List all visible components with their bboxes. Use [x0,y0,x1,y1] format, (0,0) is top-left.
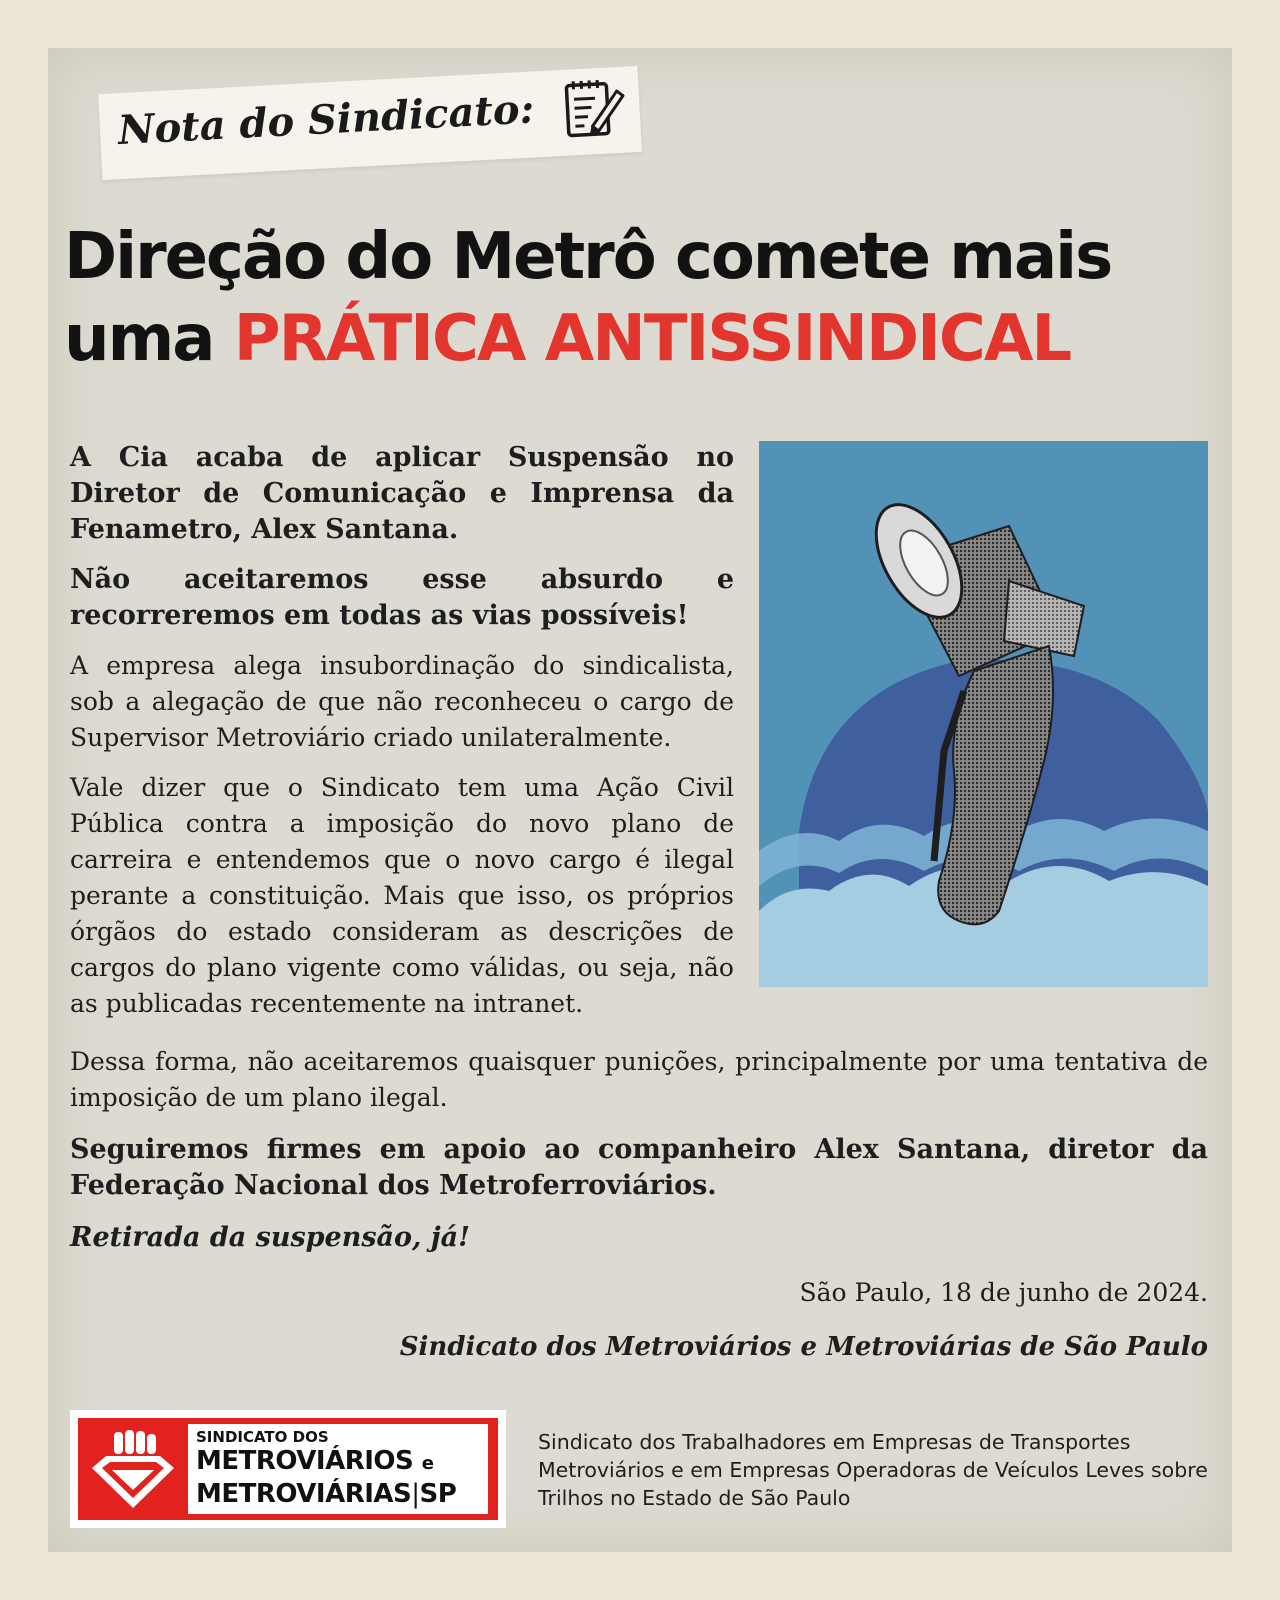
paragraph-suspension: A Cia acaba de aplicar Suspensão no Diretor de Comunicação e Imprensa da Fenametro, Alex Santana. [70,442,734,545]
body-column [70,440,734,1036]
logo-wordmark [188,1424,488,1514]
logo-line-2 [196,1446,480,1479]
headline-line-2 [64,298,1224,380]
notepad-icon [560,73,629,142]
logo-line-3-text: METROVIÁRIAS [196,1479,412,1509]
logo-line-1: SINDICATO DOS [196,1428,329,1446]
fist-diamond-icon [88,1428,178,1510]
paragraph-refusal: Não aceitaremos esse absurdo e recorreremos em todas as vias possíveis! [70,564,734,631]
headline-prefix: uma [64,302,214,376]
logo-line-2-text: METROVIÁRIOS [196,1446,414,1476]
organization-description: Sindicato dos Trabalhadores em Empresas de Transportes Metroviários e em Empresas Operadoras de Veículos Leves sobre Trilhos no Estado de São Paulo [538,1430,1208,1510]
headline-line-1: Direção do Metrô comete mais [64,220,1112,294]
logo-line-3: METROVIÁRIAS|SP [196,1479,457,1509]
note-tag-label: Nota do Sindicato: [116,85,536,155]
body-full-width [70,1044,1208,1256]
logo-line-2-suffix: e [421,1453,434,1474]
union-logo [70,1410,506,1528]
logo-red-panel [78,1418,498,1520]
paragraph-support: Seguiremos firmes em apoio ao companheiro Alex Santana, diretor da Federação Nacional dos Metroferroviários. [70,1134,1208,1201]
signature: Sindicato dos Metroviários e Metroviárias de São Paulo [399,1332,1208,1362]
paragraph-allegation: A empresa alega insubordinação do sindicalista, sob a alegação de que não reconheceu o cargo de Supervisor Metroviário criado unilateralmente. [70,651,734,752]
paragraph-demand: Retirada da suspensão, já! [70,1222,470,1253]
date-line: São Paulo, 18 de junho de 2024. [799,1278,1208,1307]
logo-line-3-suffix: SP [419,1479,457,1509]
megaphone-icon [759,441,1208,987]
paragraph-no-punishment: Dessa forma, não aceitaremos quaisquer punições, principalmente por uma tentativa de imposição de um plano ilegal. [70,1047,1208,1112]
paragraph-civil-action: Vale dizer que o Sindicato tem uma Ação Civil Pública contra a imposição do novo plano de carreira e entendemos que o novo cargo é ilegal perante a constituição. Mais que isso, os próprios órgãos do estado consideram as descrições de cargos do plano vigente como válidas, ou seja, não as publicadas recentemente na intranet. [70,773,734,1018]
headline [64,216,1224,380]
megaphone-illustration [759,441,1208,987]
headline-highlight: PRÁTICA ANTISSINDICAL [233,302,1071,376]
